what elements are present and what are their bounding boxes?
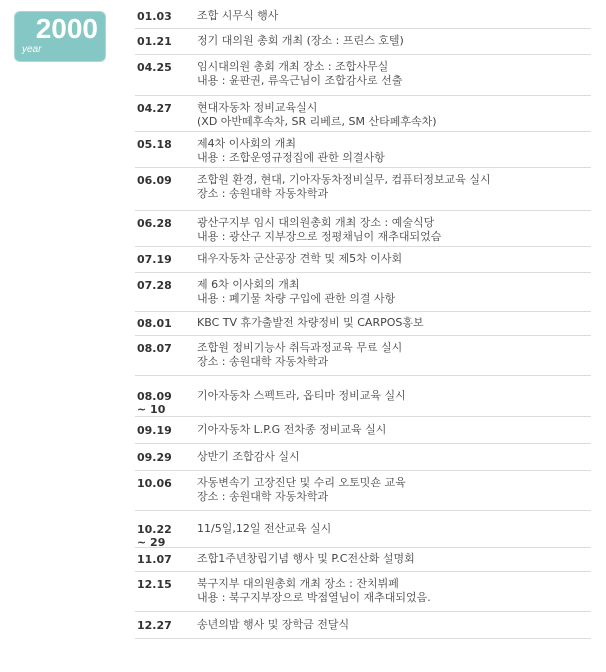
event-row [135, 548, 591, 572]
event-line: 상반기 조합감사 실시 [197, 450, 300, 463]
event-date: 08.01 [137, 317, 172, 330]
event-row [135, 444, 591, 471]
event-row [135, 96, 591, 132]
event-row [135, 572, 591, 612]
event-line: KBC TV 휴가출발전 차량정비 및 CARPOS홍보 [197, 316, 424, 329]
event-row [135, 511, 591, 548]
event-date: 07.28 [137, 279, 172, 292]
event-date: 08.09 ~ 10 [137, 390, 172, 416]
event-line: 기아자동차 L.P.G 전차종 정비교육 실시 [197, 423, 387, 436]
event-row [135, 273, 591, 312]
event-row [135, 247, 591, 273]
event-line: 내용 : 북구지부장으로 박점열님이 재추대되었음. [197, 591, 431, 604]
event-description [197, 137, 385, 165]
event-date: 06.09 [137, 174, 172, 187]
event-date: 10.22 ~ 29 [137, 523, 172, 549]
event-row [135, 471, 591, 511]
year-label: year [22, 44, 42, 55]
event-line: 제4차 이사회의 개최 [197, 137, 296, 150]
event-line: 내용 : 조합운영규정집에 관한 의결사항 [197, 151, 385, 164]
event-description [197, 173, 491, 201]
event-description [197, 450, 300, 464]
year-badge [14, 11, 106, 62]
event-row [135, 211, 591, 247]
event-description [197, 423, 386, 437]
event-line: 대우자동차 군산공장 견학 및 제5차 이사회 [197, 252, 403, 265]
event-line: 조합원 정비기능사 취득과정교육 무료 실시 [197, 341, 403, 354]
event-row [135, 55, 591, 96]
event-description [197, 60, 402, 88]
event-description [197, 216, 441, 244]
event-date: 04.27 [137, 102, 172, 115]
event-description [197, 9, 278, 23]
event-row [135, 29, 591, 55]
event-line: 11/5일,12일 전산교육 실시 [197, 522, 332, 535]
event-description [197, 252, 402, 266]
event-description [197, 278, 395, 306]
event-date: 04.25 [137, 61, 172, 74]
event-row [135, 312, 591, 336]
event-date: 12.27 [137, 619, 172, 632]
year-number: 2000 [35, 13, 98, 44]
event-line: 광산구지부 임시 대의원총회 개최 장소 : 예술식당 [197, 216, 435, 229]
event-line: 장소 : 송원대학 자동차학과 [197, 490, 329, 503]
event-line: 기아자동차 스펙트라, 옵티마 정비교육 실시 [197, 389, 406, 402]
event-line: (XD 아반떼후속차, SR 리베르, SM 산타페후속차) [197, 115, 437, 128]
event-line: 내용 : 폐기물 차량 구입에 관한 의결 사항 [197, 292, 396, 305]
event-description [197, 341, 402, 369]
event-row [135, 4, 591, 29]
event-timeline [135, 4, 591, 639]
event-line: 제 6차 이사회의 개최 [197, 278, 300, 291]
event-line: 송년의밤 행사 및 장학금 전달식 [197, 618, 350, 631]
event-description [197, 522, 331, 536]
event-row [135, 376, 591, 417]
event-description [197, 389, 406, 403]
event-date: 05.18 [137, 138, 172, 151]
event-date: 08.07 [137, 342, 172, 355]
event-line: 장소 : 송원대학 자동차학과 [197, 187, 329, 200]
event-description [197, 316, 424, 330]
event-description [197, 476, 406, 504]
event-row [135, 417, 591, 444]
event-date: 01.21 [137, 35, 172, 48]
event-line: 조합 시무식 행사 [197, 9, 279, 22]
event-row [135, 168, 591, 211]
event-date: 01.03 [137, 10, 172, 23]
event-line: 내용 : 광산구 지부장으로 정평채님이 재추대되었슴 [197, 230, 442, 243]
event-date: 09.19 [137, 424, 172, 437]
event-description [197, 577, 431, 605]
event-date: 07.19 [137, 253, 172, 266]
event-description [197, 101, 437, 129]
event-line: 임시대의원 총회 개최 장소 : 조합사무실 [197, 60, 389, 73]
event-row [135, 336, 591, 376]
event-line: 정기 대의원 총회 개최 (장소 : 프린스 호텔) [197, 34, 404, 47]
event-date: 06.28 [137, 217, 172, 230]
event-line: 조합원 환경, 현대, 기아자동차정비실무, 컴퓨터정보교육 실시 [197, 173, 491, 186]
event-date: 12.15 [137, 578, 172, 591]
event-line: 현대자동차 정비교육실시 [197, 101, 318, 114]
event-line: 장소 : 송원대학 자동차학과 [197, 355, 329, 368]
event-line: 북구지부 대의원총회 개최 장소 : 잔치뷔페 [197, 577, 399, 590]
event-line: 자동변속기 고장진단 및 수리 오토밋숀 교육 [197, 476, 406, 489]
event-description [197, 618, 349, 632]
event-date: 11.07 [137, 553, 172, 566]
event-row [135, 132, 591, 168]
event-date: 10.06 [137, 477, 172, 490]
event-description [197, 552, 415, 566]
event-line: 내용 : 윤판권, 류옥근님이 조합감사로 선출 [197, 74, 403, 87]
event-description [197, 34, 404, 48]
event-line: 조합1주년창립기념 행사 및 P.C전산화 설명회 [197, 552, 415, 565]
event-row [135, 612, 591, 639]
event-date: 09.29 [137, 451, 172, 464]
